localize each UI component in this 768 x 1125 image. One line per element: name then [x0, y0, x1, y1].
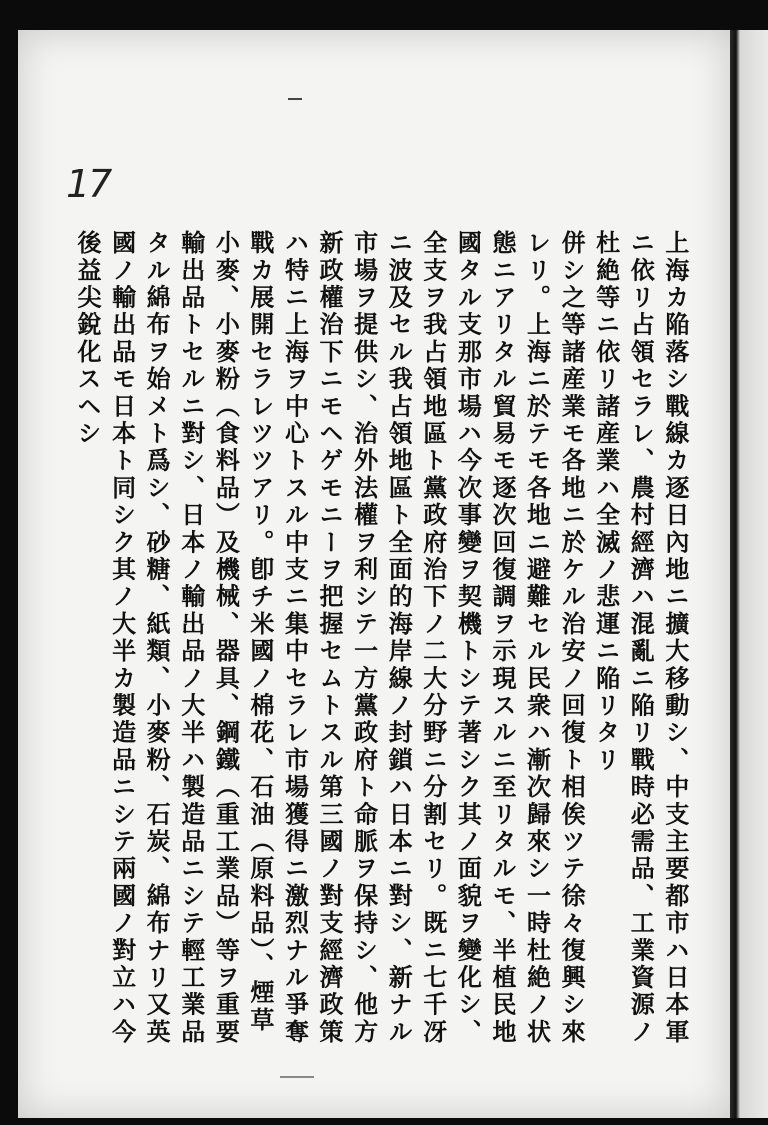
page-edge: [730, 30, 768, 1118]
text-column: 後益尖銳化スヘシ: [73, 230, 102, 448]
text-column: 併シ之等諸産業モ各地ニ於ケル治安ノ回復ト相俟ツテ徐々復興シ來: [557, 230, 587, 1046]
text-column: 國タル支那市場ハ今次事變ヲ契機トシテ著シク其ノ面貌ヲ變化シ、: [453, 230, 483, 1046]
text-column: ハ特ニ上海ヲ中心トスル中支ニ集中セラレ市場獲得ニ激烈ナル爭奪: [280, 230, 310, 1046]
text-column: ニ波及セル我占領地區ト全面的海岸線ノ封鎖ハ日本ニ對シ、新ナル: [384, 230, 414, 1046]
text-column: 戰カ展開セラレツツアリ。卽チ米國ノ棉花、石油（原料品）、煙草: [245, 230, 275, 1034]
text-column: タル綿布ヲ始メト爲シ、砂糖、紙類、小麥粉、石炭、綿布ナリ又英: [142, 230, 172, 1046]
text-column: 全支ヲ我占領地區ト黨政府治下ノ二大分野ニ分割セリ。既ニ七千冴: [418, 230, 448, 1046]
scan-mark: [280, 1076, 314, 1078]
text-column: 新政權治下ニモヘゲモニーヲ把握セムトスル第三國ノ對支經濟政策: [315, 230, 345, 1046]
text-column: 杜絶等ニ依リ諸産業ハ全滅ノ悲運ニ陥リタリ: [591, 230, 621, 774]
text-column: 輸出品トセルニ對シ、日本ノ輸出品ノ大半ハ製造品ニシテ輕工業品: [176, 230, 206, 1046]
scan-mark: [288, 98, 302, 100]
page-number: 17: [66, 162, 111, 206]
text-column: レリ。上海ニ於テモ各地ニ避難セル民衆ハ漸次歸來シ一時杜絶ノ状: [522, 230, 552, 1046]
text-column: ニ依リ占領セラレ、農村經濟ハ混亂ニ陥リ戰時必需品、工業資源ノ: [626, 230, 656, 1046]
text-column: 態ニアリタル貿易モ逐次回復調ヲ示現スルニ至リタルモ、半植民地: [487, 230, 517, 1046]
text-column: 上海カ陥落シ戰線カ逐日內地ニ擴大移動シ、中支主要都市ハ日本軍: [660, 230, 690, 1046]
vertical-text-block: [70, 230, 690, 1090]
text-column: 小麥、小麥粉（食料品）及機械、器具、鋼鐵（重工業品）等ヲ重要: [211, 230, 241, 1046]
text-column: 市場ヲ提供シ、治外法權ヲ利シテ一方黨政府ト命脈ヲ保持シ、他方: [349, 230, 379, 1046]
text-column: 國ノ輸出品モ日本ト同シク其ノ大半カ製造品ニシテ兩國ノ對立ハ今: [107, 230, 137, 1046]
